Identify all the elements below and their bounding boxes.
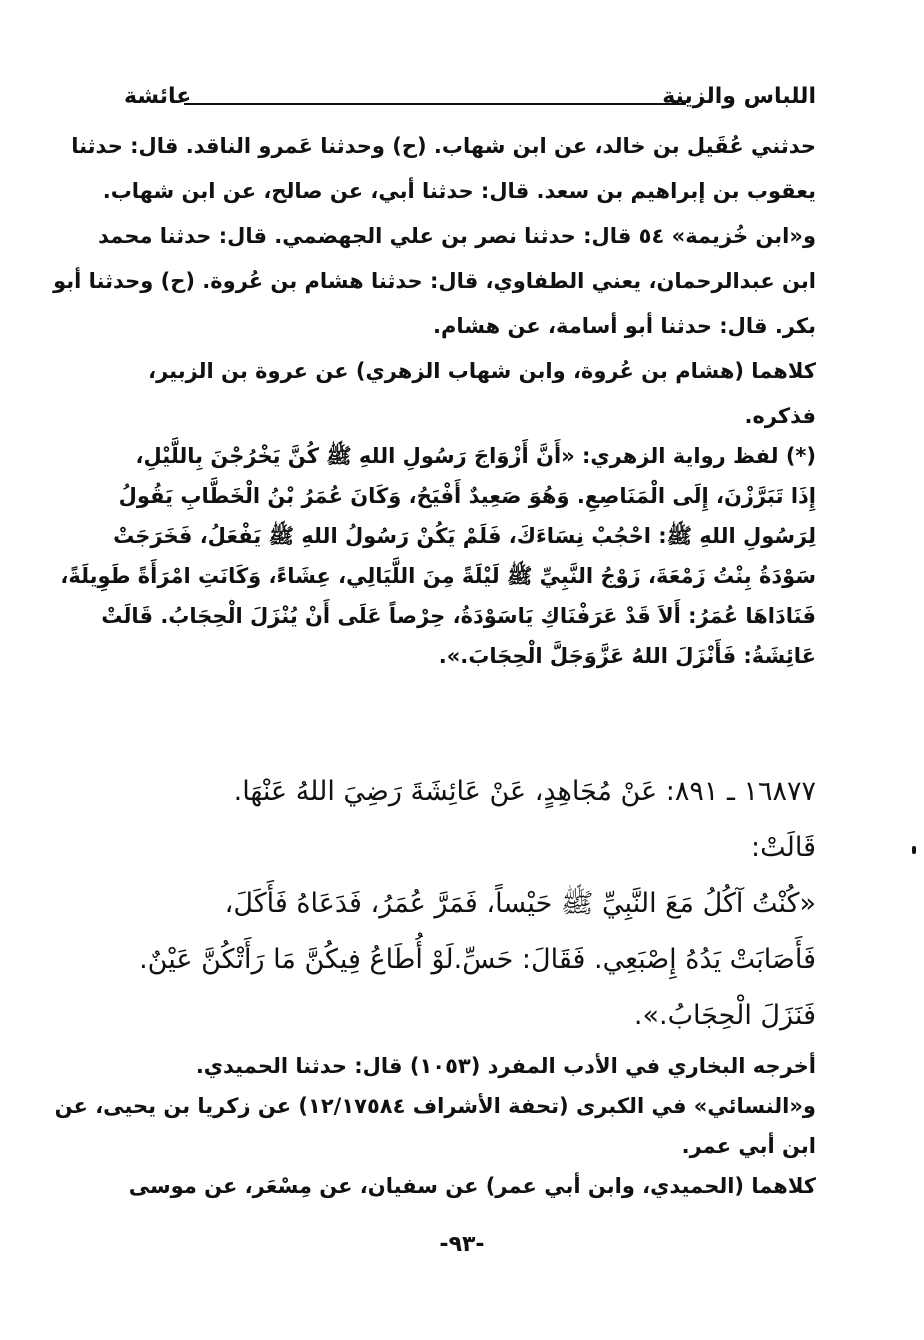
running-header	[124, 84, 816, 118]
hadith-line: فَأَصَابَتْ يَدُهُ إِصْبَعِي. فَقَالَ: حَسِّ.لَوْ أُطَاعُ فِيكُنَّ مَا رَأَتْكُنَّ عَيْنٌ.	[139, 944, 816, 975]
isnad-line: كلاهما (هشام بن عُروة، وابن شهاب الزهري) عن عروة بن الزبير،	[148, 359, 816, 383]
header-book-section: اللباس والزينة	[662, 84, 816, 109]
note-line: (*) لفظ رواية الزهري: «أَنَّ أَزْوَاجَ رَسُولِ اللهِ ﷺ كُنَّ يَخْرُجْنَ بِاللَّيْلِ،	[135, 444, 816, 468]
note-line: فَنَادَاهَا عُمَرُ: أَلاَ قَدْ عَرَفْنَاكِ يَاسَوْدَةُ، حِرْصاً عَلَى أَنْ يُنْزَلَ الْحِجَابُ. قَالَتْ	[101, 604, 816, 628]
isnad-paragraph	[53, 124, 816, 439]
isnad-line: فذكره.	[744, 404, 816, 428]
note-line: عَائِشَةُ: فَأَنْزَلَ اللهُ عَزَّوَجَلَّ الْحِجَابَ.».	[438, 644, 816, 668]
isnad-line: ابن عبدالرحمان، يعني الطفاوي، قال: حدثنا هشام بن عُروة. (ح) وحدثنا أبو	[53, 269, 816, 293]
takhrij-line: أخرجه البخاري في الأدب المفرد (١٠٥٣) قال: حدثنا الحميدي.	[195, 1054, 816, 1078]
note-line: لِرَسُولِ اللهِ ﷺ: احْجُبْ نِسَاءَكَ، فَلَمْ يَكُنْ رَسُولُ اللهِ ﷺ يَفْعَلُ، فَخَرَجَتْ	[113, 524, 816, 548]
note-line: إِذَا تَبَرَّزْنَ، إِلَى الْمَنَاصِعِ. وَهُوَ صَعِيدٌ أَفْيَحُ، وَكَانَ عُمَرُ بْنُ الْخَطَّابِ يَقُولُ	[118, 484, 816, 508]
hadith-line: قَالَتْ:	[751, 832, 816, 863]
takhrij-line: ابن أبي عمر.	[681, 1134, 816, 1158]
footnote-paragraph	[60, 436, 816, 676]
hadith-line: «كُنْتُ آكُلُ مَعَ النَّبِيِّ ﷺ حَيْساً، فَمَرَّ عُمَرُ، فَدَعَاهُ فَأَكَلَ،	[224, 888, 816, 919]
page-number: -٩٣-	[439, 1232, 485, 1257]
isnad-line: و«ابن خُزيمة» ٥٤ قال: حدثنا نصر بن علي الجهضمي. قال: حدثنا محمد	[98, 224, 816, 248]
hadith-text	[124, 764, 816, 1044]
hadith-line: فَنَزَلَ الْحِجَابُ.».	[633, 1000, 816, 1031]
margin-mark	[912, 846, 916, 854]
takhrij-line: كلاهما (الحميدي، وابن أبي عمر) عن سفيان، عن مِسْعَر، عن موسى	[128, 1174, 816, 1198]
takhrij-paragraph	[54, 1046, 816, 1206]
isnad-line: بكر. قال: حدثنا أبو أسامة، عن هشام.	[433, 314, 816, 338]
isnad-line: حدثني عُقَيل بن خالد، عن ابن شهاب. (ح) وحدثنا عَمرو الناقد. قال: حدثنا	[71, 134, 816, 158]
header-person: عائشة	[124, 84, 192, 109]
note-line: سَوْدَةُ بِنْتُ زَمْعَةَ، زَوْجُ النَّبِيِّ ﷺ لَيْلَةً مِنَ اللَّيَالِي، عِشَاءً، وَكَانَتِ امْرَأَةً طَوِيلَةً،	[60, 564, 816, 588]
hadith-heading: ١٦٨٧٧ ـ ٨٩١: عَنْ مُجَاهِدٍ، عَنْ عَائِشَةَ رَضِيَ اللهُ عَنْهَا.	[233, 776, 816, 807]
takhrij-line: و«النسائي» في الكبرى (تحفة الأشراف ١٢/١٧٥٨٤) عن زكريا بن يحيى، عن	[54, 1094, 816, 1118]
isnad-line: يعقوب بن إبراهيم بن سعد. قال: حدثنا أبي، عن صالح، عن ابن شهاب.	[102, 179, 816, 203]
header-rule	[184, 103, 686, 105]
